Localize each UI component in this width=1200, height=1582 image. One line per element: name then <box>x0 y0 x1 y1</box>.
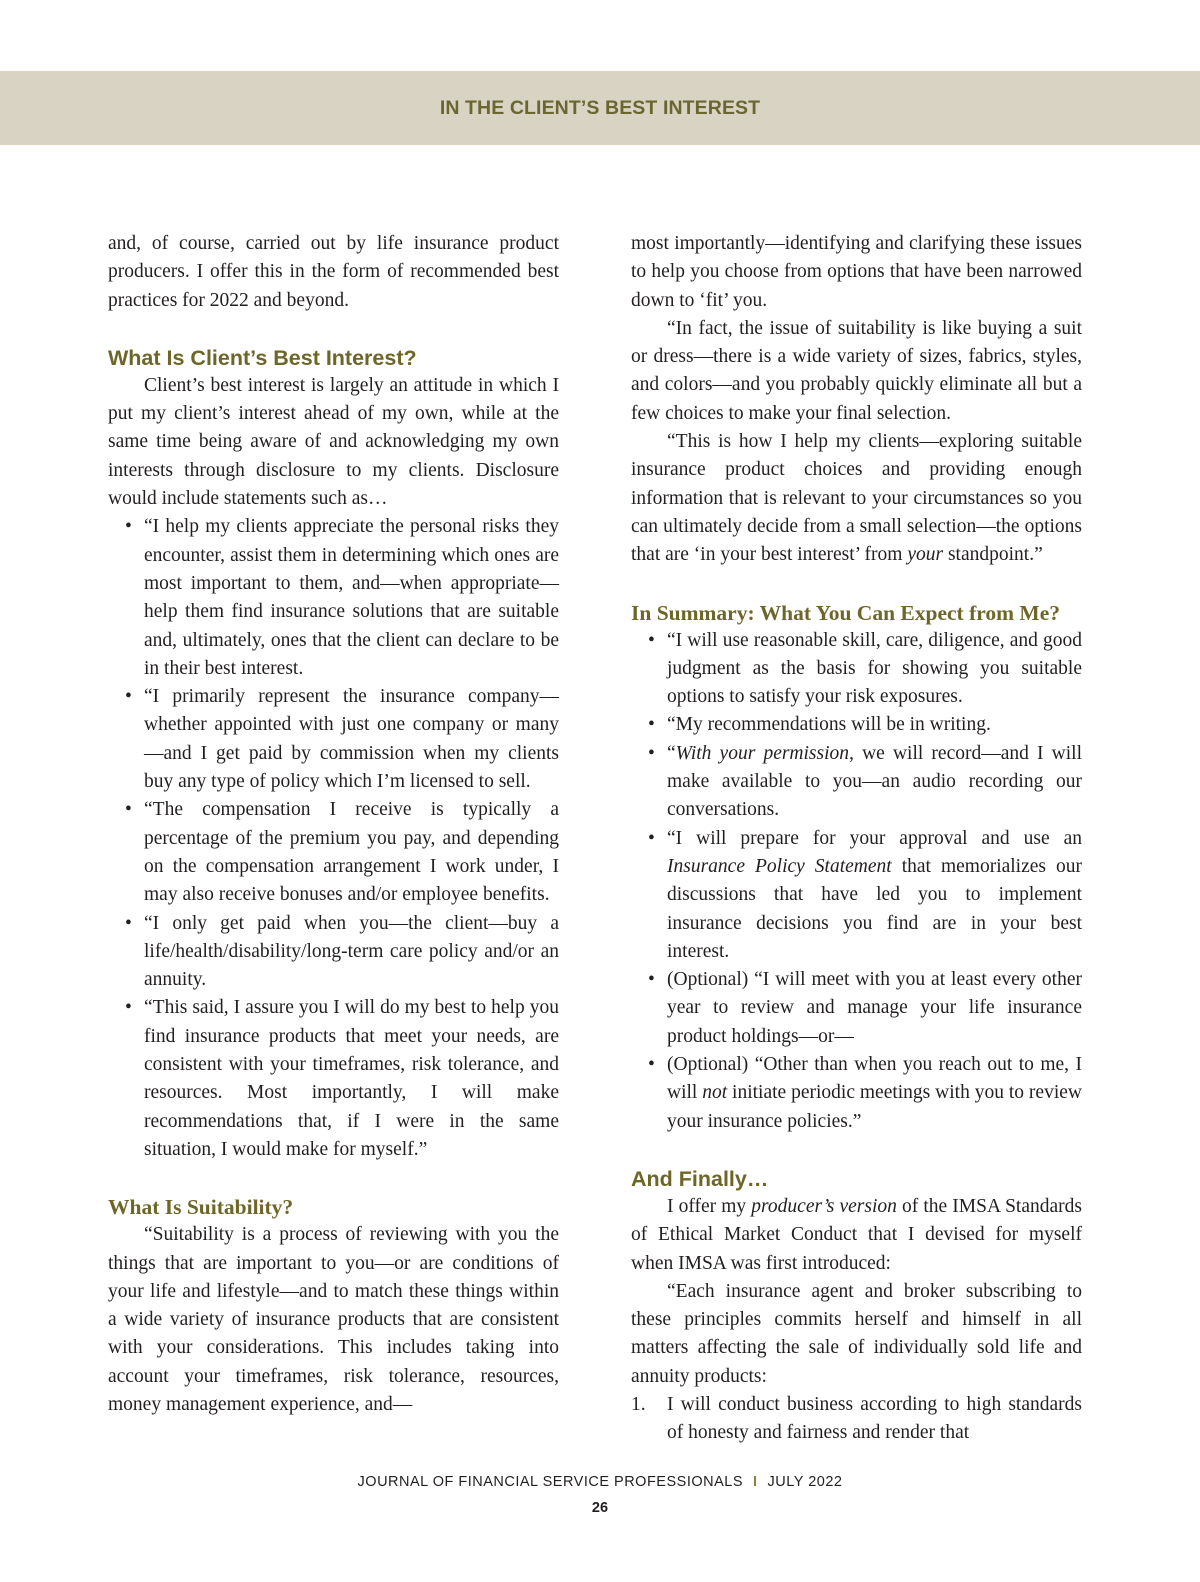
issue-date: JULY 2022 <box>767 1474 843 1490</box>
bullet-icon: • <box>125 997 132 1019</box>
bullet-icon: • <box>125 686 132 708</box>
list-item: • “I help my clients appreciate the personal risks they encounter, assist them in determining which ones are most important to them, and—when appropriate—help them find insurance solutions that are suitable and, ultimately, ones that the client can declare to be in their best interest. <box>108 513 559 683</box>
bullet-icon: • <box>125 912 132 934</box>
list-item: • “The compensation I receive is typically a percentage of the premium you pay, and depending on the compensation arrangement I work under, I may also receive bonuses and/or employee benefits. <box>108 796 559 909</box>
bullet-icon: • <box>125 799 132 821</box>
list-item: • “With your permission, we will record—and I will make available to you—an audio recording our conversations. <box>631 740 1082 825</box>
footer <box>0 1474 1200 1490</box>
list-item: • “I only get paid when you—the client—buy a life/health/disability/long-term care policy and/or an annuity. <box>108 910 559 995</box>
footer-separator: I <box>753 1474 758 1490</box>
heading-suitability: What Is Suitability? <box>108 1195 294 1220</box>
list-item: • “I will use reasonable skill, care, diligence, and good judgment as the basis for showing you suitable options to satisfy your risk exposures. <box>631 627 1082 712</box>
paragraph-how-i-help: “This is how I help my clients—exploring suitable insurance product choices and providing enough information that is relevant to your circumstances so you can ultimately decide from a small selection—the options that are ‘in your best interest’ from your standpoint.” <box>631 431 1082 566</box>
disclosure-list <box>108 513 559 1164</box>
list-item: • “I will prepare for your approval and use an Insurance Policy Statement that memorializes our discussions that have led you to implement insurance decisions you find are in your best interest. <box>631 825 1082 966</box>
bullet-icon: • <box>648 1054 655 1076</box>
heading-and-finally: And Finally… <box>631 1166 769 1191</box>
paragraph-suit-analogy: “In fact, the issue of suitability is like buying a suit or dress—there is a wide variety of sizes, fabrics, styles, and colors—and you probably quickly eliminate all but a few choices to make your final selection. <box>631 317 1082 424</box>
list-item: 1. I will conduct business according to high standards of honesty and fairness and render that <box>631 1391 1082 1448</box>
journal-name: JOURNAL OF FINANCIAL SERVICE PROFESSIONALS <box>357 1474 744 1490</box>
bullet-icon: • <box>125 516 132 538</box>
intro-paragraph: and, of course, carried out by life insurance product producers. I offer this in the form of recommended best practices for 2022 and beyond. <box>108 233 559 311</box>
expectations-list <box>631 627 1082 1136</box>
list-item: • “This said, I assure you I will do my best to help you find insurance products that meet your needs, are consistent with your timeframes, risk tolerance, and resources. Most importantly, I will make recommendations that, if I were in the same situation, I would make for myself.” <box>108 994 559 1164</box>
bullet-icon: • <box>648 714 655 736</box>
page-number: 26 <box>591 1500 609 1516</box>
header-banner <box>0 71 1200 145</box>
heading-client-best-interest: What Is Client’s Best Interest? <box>108 345 417 370</box>
bullet-icon: • <box>648 629 655 651</box>
list-number: 1. <box>631 1393 646 1415</box>
left-column <box>108 230 559 1419</box>
paragraph-producer-version: I offer my producer’s version of the IMSA Standards of Ethical Market Conduct that I devised for myself when IMSA was first introduced: <box>631 1195 1082 1274</box>
paragraph-best-interest: Client’s best interest is largely an attitude in which I put my client’s interest ahead of my own, while at the same time being aware of and acknowledging my own interests through disclosure to my clients. Disclosure would include statements such as… <box>108 374 559 510</box>
list-item: • “I primarily represent the insurance company—whether appointed with just one company or many—and I get paid by commission when my clients buy any type of policy which I’m licensed to sell. <box>108 683 559 796</box>
list-item: • “My recommendations will be in writing. <box>631 711 1082 739</box>
right-column <box>631 230 1082 1448</box>
paragraph-suitability: “Suitability is a process of reviewing with you the things that are important to you—or are conditions of your life and lifestyle—and to match these things within a wide variety of insurance products that are consistent with your considerations. This includes taking into account your timeframes, risk tolerance, resources, money management experience, and— <box>108 1224 559 1415</box>
bullet-icon: • <box>648 827 655 849</box>
list-item: • (Optional) “I will meet with you at least every other year to review and manage your life insurance product holdings—or— <box>631 966 1082 1051</box>
paragraph-continued: most importantly—identifying and clarifying these issues to help you choose from options that have been narrowed down to ‘fit’ you. <box>631 233 1082 311</box>
running-header: IN THE CLIENT’S BEST INTEREST <box>439 97 761 119</box>
bullet-icon: • <box>648 969 655 991</box>
bullet-icon: • <box>648 742 655 764</box>
list-item: • (Optional) “Other than when you reach out to me, I will not initiate periodic meetings with you to review your insurance policies.” <box>631 1051 1082 1136</box>
principles-list <box>631 1391 1082 1448</box>
paragraph-imsa-principles: “Each insurance agent and broker subscribing to these principles commits herself and himself in all matters affecting the sale of individually sold life and annuity products: <box>631 1280 1082 1387</box>
heading-summary: In Summary: What You Can Expect from Me? <box>631 600 1061 625</box>
